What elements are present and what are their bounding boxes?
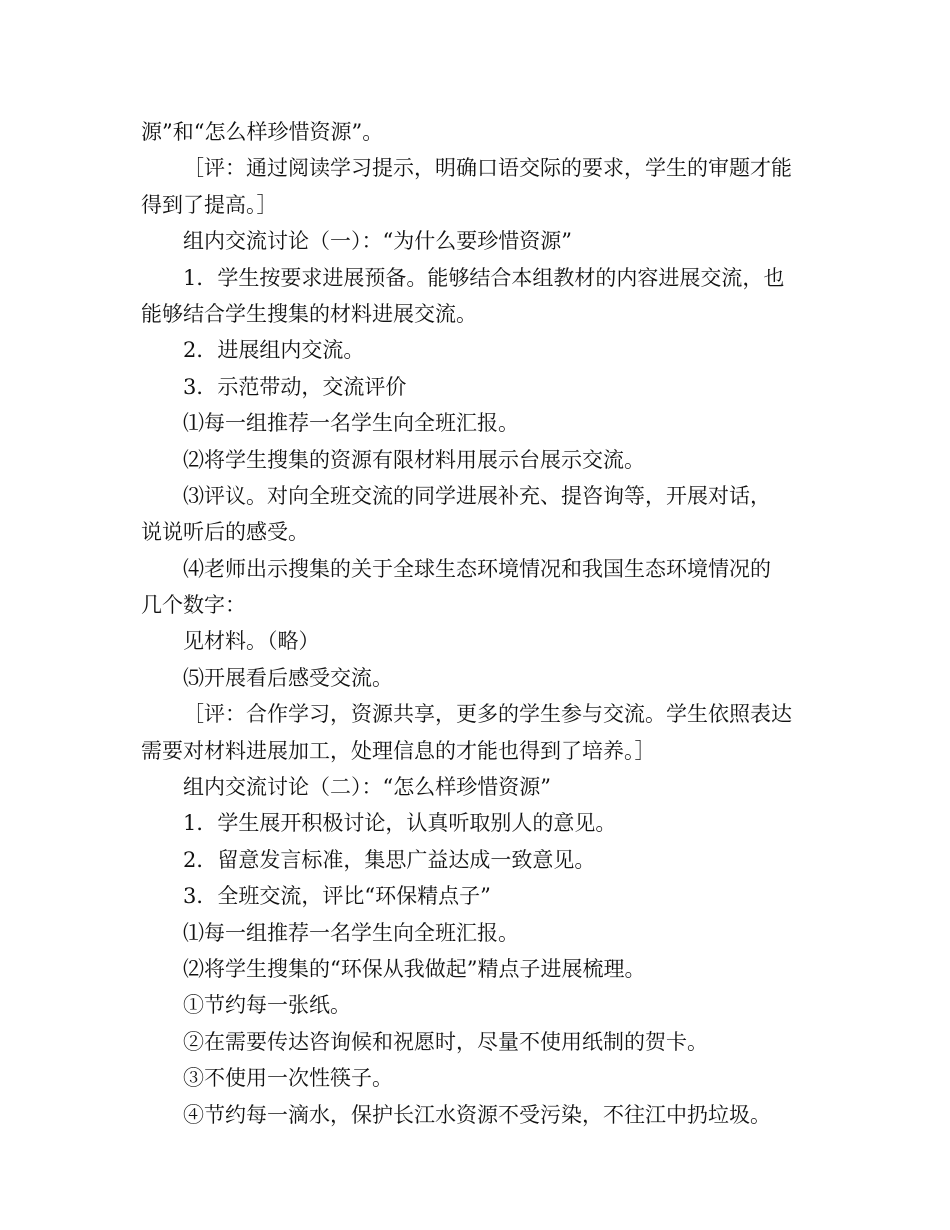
text-line: 源”和“怎么样珍惜资源”。 xyxy=(141,120,384,144)
text-line: ⑶评议。对向全班交流的同学进展补充、提咨询等，开展对话， xyxy=(183,483,771,508)
text-line: ⑷老师出示搜集的关于全球生态环境情况和我国生态环境情况的 xyxy=(183,556,771,581)
text-line: ⑴每一组推荐一名学生向全班汇报。 xyxy=(183,411,519,436)
text-line: 几个数字： xyxy=(141,593,246,618)
text-line: ⑸开展看后感受交流。 xyxy=(183,665,393,690)
text-line: 组内交流讨论（一）：“为什么要珍惜资源” xyxy=(183,229,572,254)
text-line: 能够结合学生搜集的材料进展交流。 xyxy=(141,301,477,326)
text-line: ⑵将学生搜集的“环保从我做起”精点子进展梳理。 xyxy=(183,956,646,981)
text-line: ⑴每一组推荐一名学生向全班汇报。 xyxy=(183,920,519,945)
text-line: 组内交流讨论（二）：“怎么样珍惜资源” xyxy=(183,775,551,800)
text-line: ⑵将学生搜集的资源有限材料用展示台展示交流。 xyxy=(183,447,645,472)
text-line: 3．示范带动，交流评价 xyxy=(183,374,407,399)
text-line: ③不使用一次性筷子。 xyxy=(183,1066,393,1091)
text-line: 1．学生展开积极讨论，认真听取别人的意见。 xyxy=(183,811,617,836)
text-line: 2．留意发言标准，集思广益达成一致意见。 xyxy=(183,847,596,872)
text-line: 3．全班交流，评比“环保精点子” xyxy=(183,884,491,909)
text-line: 2．进展组内交流。 xyxy=(183,338,365,363)
text-line: ④节约每一滴水，保护长江水资源不受污染，不往江中扔垃圾。 xyxy=(183,1102,771,1127)
text-line: 得到了提高。］ xyxy=(141,192,278,217)
text-line: 1．学生按要求进展预备。能够结合本组教材的内容进展交流，也 xyxy=(183,265,785,290)
text-line: ②在需要传达咨询候和祝愿时，尽量不使用纸制的贺卡。 xyxy=(183,1029,708,1054)
text-line: ①节约每一张纸。 xyxy=(183,993,351,1018)
text-line: 见材料。（略） xyxy=(183,629,320,654)
text-line: 说说听后的感受。 xyxy=(141,520,309,545)
text-line: 需要对材料进展加工，处理信息的才能也得到了培养。］ xyxy=(141,738,656,763)
text-line: ［评：合作学习，资源共享，更多的学生参与交流。学生依照表达 xyxy=(183,702,792,727)
text-line: ［评：通过阅读学习提示，明确口语交际的要求，学生的审题才能 xyxy=(183,156,792,181)
document-body xyxy=(141,114,813,1133)
